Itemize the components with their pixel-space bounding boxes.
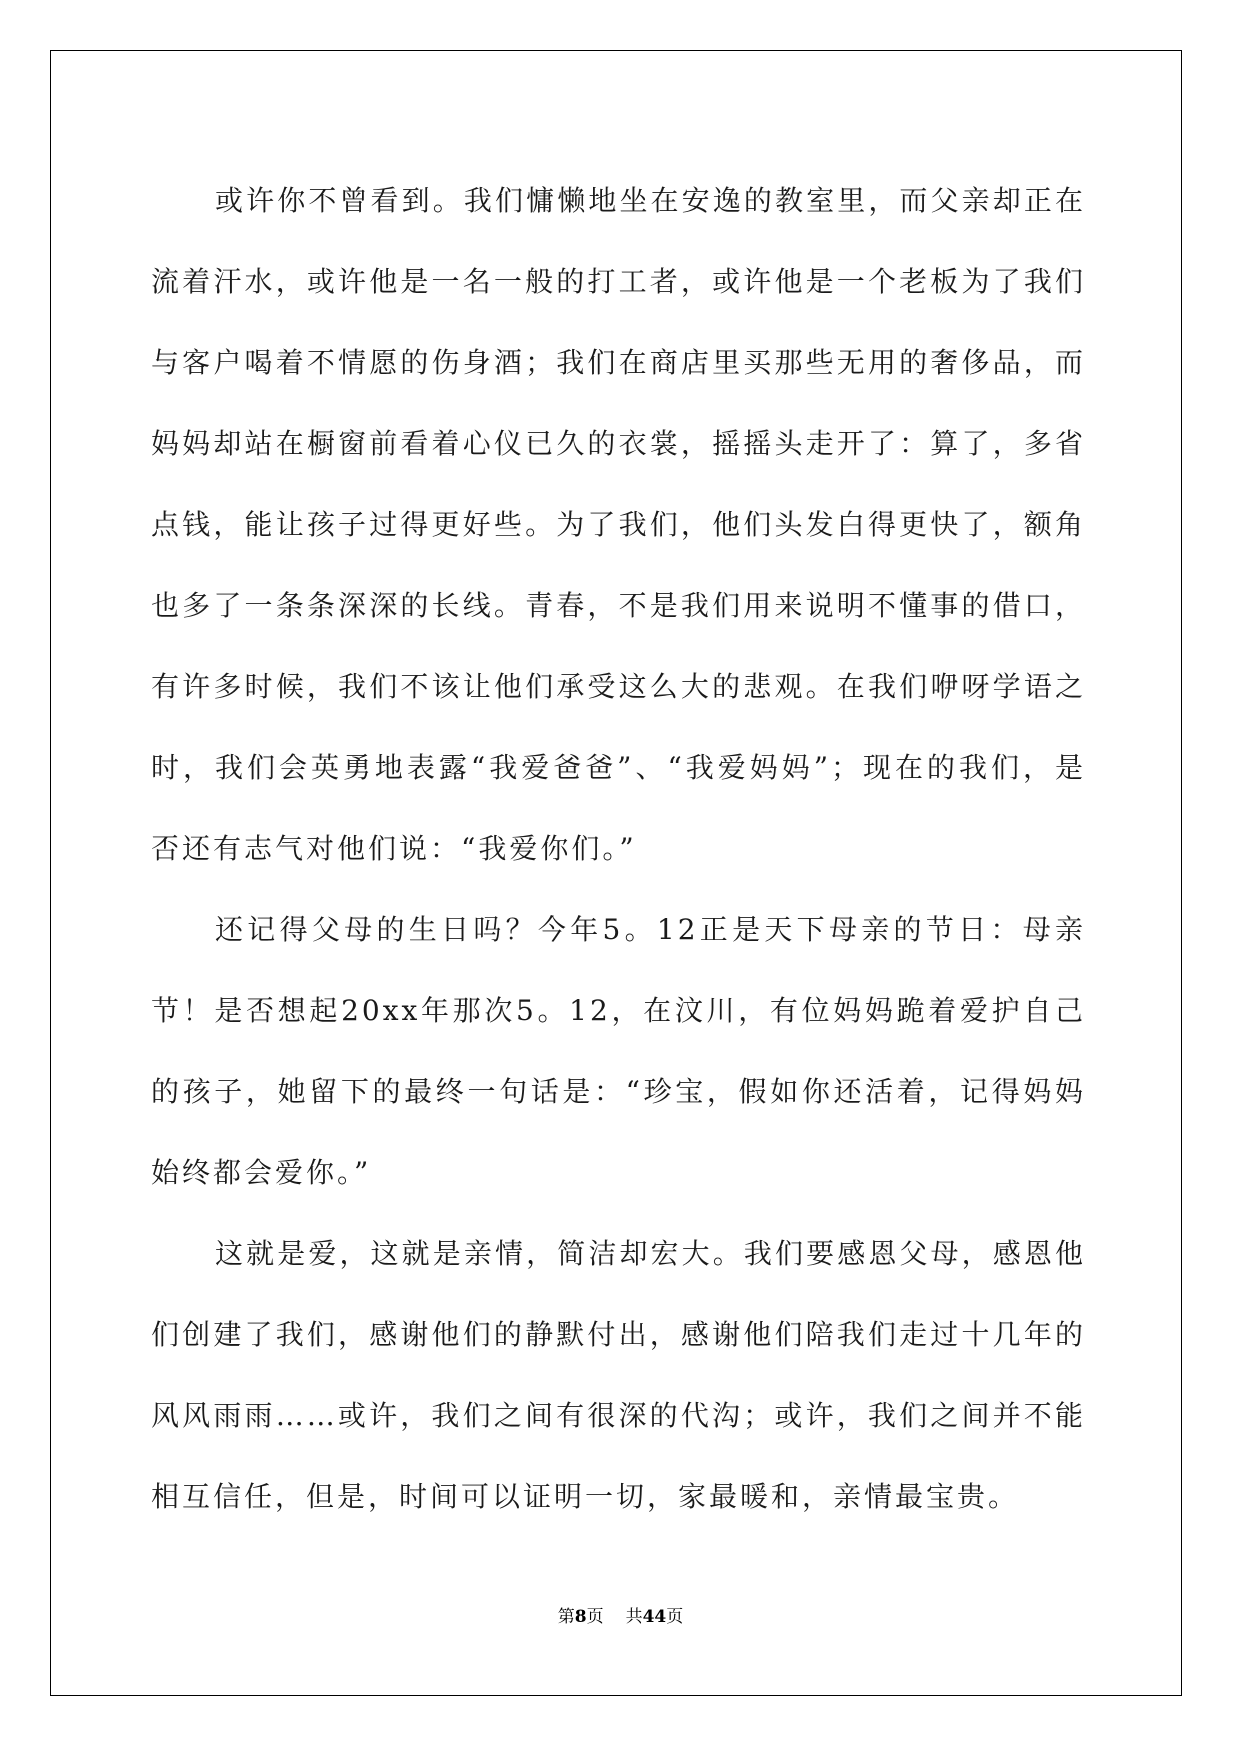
total-suffix: 页 [666,1607,684,1627]
paragraph-3: 这就是爱，这就是亲情，简洁却宏大。我们要感恩父母，感恩他们创建了我们，感谢他们的静默付出，感谢他们陪我们走过十几年的风风雨雨……或许，我们之间有很深的代沟；或许，我们之间并不能相互信任，但是，时间可以证明一切，家最暖和，亲情最宝贵。 [151,1237,1086,1513]
paragraph-1: 或许你不曾看到。我们慵懒地坐在安逸的教室里，而父亲却正在流着汗水，或许他是一名一般的打工者，或许他是一个老板为了我们与客户喝着不情愿的伤身酒；我们在商店里买那些无用的奢侈品，而妈妈却站在橱窗前看着心仪已久的衣裳，摇摇头走开了：算了，多省点钱，能让孩子过得更好些。为了我们，他们头发白得更快了，额角也多了一条条深深的长线。青春，不是我们用来说明不懂事的借口，有许多时候，我们不该让他们承受这么大的悲观。在我们咿呀学语之时，我们会英勇地表露“我爱爸爸”、“我爱妈妈”；现在的我们，是否还有志气对他们说：“我爱你们。” [151,184,1086,865]
total-page-count: 44 [642,1607,667,1627]
total-prefix: 共 [625,1607,643,1627]
page-suffix: 页 [586,1607,604,1627]
current-page-number: 8 [574,1607,587,1627]
paragraph-2: 还记得父母的生日吗？今年5。12正是天下母亲的节日：母亲节！是否想起20xx年那次5。12，在汶川，有位妈妈跪着爱护自己的孩子，她留下的最终一句话是：“珍宝，假如你还活着，记得妈妈始终都会爱你。” [151,913,1086,1189]
document-body [151,160,1086,1537]
page-prefix: 第 [557,1607,575,1627]
page-footer [0,1602,1241,1627]
